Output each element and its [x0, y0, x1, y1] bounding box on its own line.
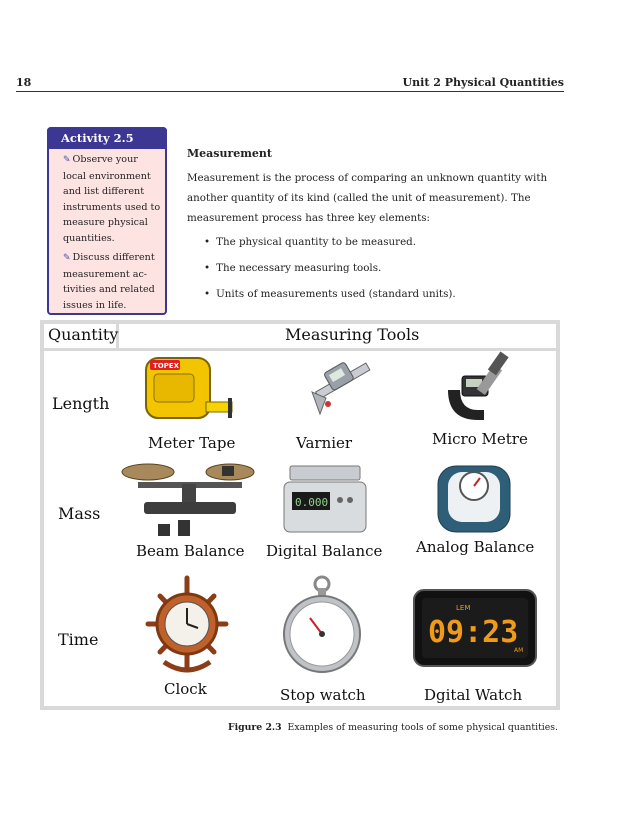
bullet-text: The physical quantity to be measured.: [216, 236, 417, 248]
digital-balance-icon: [276, 462, 372, 536]
watch-am-label: AM: [514, 647, 524, 654]
tool-caption: Beam Balance: [136, 542, 245, 560]
meter-tape-icon: [140, 350, 240, 434]
page-number: 18: [16, 76, 32, 89]
figure-caption: [228, 722, 558, 733]
tool-caption: Stop watch: [280, 686, 366, 704]
analog-balance-icon: [434, 462, 514, 536]
figure-caption-label: Figure 2.3: [228, 722, 282, 733]
tools-header: Measuring Tools: [285, 325, 420, 344]
figure-caption-text: Examples of measuring tools of some physical quantities.: [287, 722, 559, 733]
bullet-text: Units of measurements used (standard units).: [216, 288, 456, 300]
stopwatch-icon: [280, 574, 364, 678]
section-paragraph: Measurement is the process of comparing an unknown quantity with another quantity of its kind (called the unit of measurement). The measurement process has three key elements:: [187, 172, 548, 224]
quantity-header: Quantity: [48, 325, 119, 344]
bullet-item: • The necessary measuring tools.: [204, 262, 382, 274]
beam-balance-icon: [118, 458, 258, 540]
tool-caption: Clock: [164, 680, 207, 698]
pencil-icon: ✎: [63, 253, 71, 263]
section-heading: Measurement: [187, 147, 273, 160]
quantity-header-cell: [44, 324, 119, 351]
activity-box: [47, 127, 167, 315]
activity-item-text: Observe your local environment and list different instruments used to measure physical quantities.: [63, 154, 161, 244]
bullet-item: • The physical quantity to be measured.: [204, 236, 417, 248]
tool-caption: Digital Balance: [266, 542, 383, 560]
activity-item-text: Discuss different measurement ac-tivities and related issues in life.: [63, 252, 155, 311]
watch-top-label: LEM: [456, 604, 471, 612]
quantity-length: Length: [52, 394, 110, 413]
header-rule: [16, 91, 564, 92]
tools-header-cell: [119, 324, 560, 351]
activity-item: [63, 152, 163, 246]
balance-reading: 0.000: [295, 496, 329, 509]
tool-caption: Micro Metre: [432, 430, 528, 448]
activity-item: [63, 250, 163, 313]
clock-icon: [144, 574, 230, 678]
pencil-icon: ✎: [63, 155, 71, 165]
digital-watch-icon: [412, 588, 538, 668]
quantity-time: Time: [58, 630, 99, 649]
tool-caption: Dgital Watch: [424, 686, 523, 704]
activity-title: Activity 2.5: [47, 127, 167, 149]
tool-caption: Varnier: [296, 434, 353, 452]
tape-brand: TOPEX: [153, 362, 180, 370]
micrometer-icon: [438, 350, 518, 426]
watch-time: 09:23: [428, 615, 519, 650]
vernier-caliper-icon: [306, 352, 376, 422]
bullet-item: • Units of measurements used (standard units).: [204, 288, 456, 300]
measuring-tools-figure: [40, 320, 560, 710]
quantity-mass: Mass: [58, 504, 101, 523]
unit-title: Unit 2 Physical Quantities: [402, 76, 564, 89]
tool-caption: Meter Tape: [148, 434, 236, 452]
bullet-text: The necessary measuring tools.: [216, 262, 382, 274]
tool-caption: Analog Balance: [416, 538, 535, 556]
